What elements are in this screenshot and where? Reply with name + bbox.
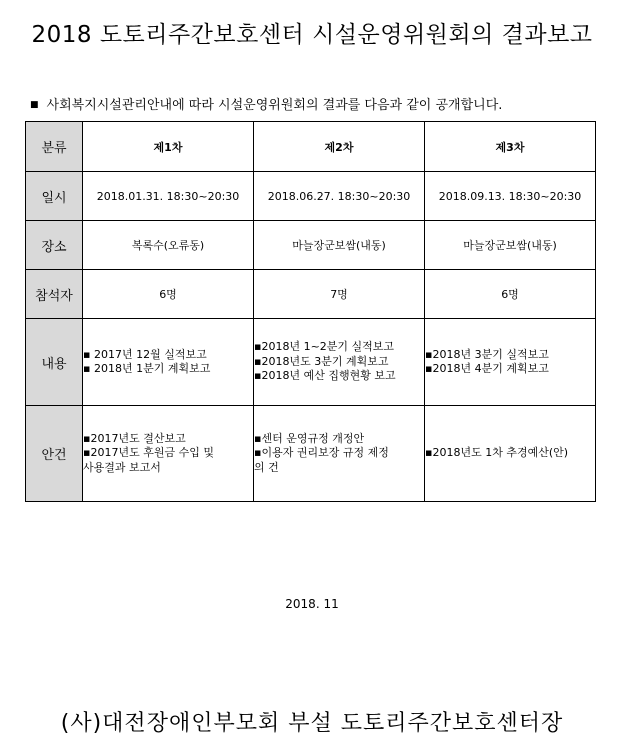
- date-cell: 2018.01.31. 18:30~20:30: [83, 172, 254, 221]
- list-item: ▪이용자 권리보장 규정 제정: [254, 446, 389, 460]
- list-item: ▪2017년도 후원금 수입 및: [83, 446, 214, 460]
- place-row: [26, 221, 596, 270]
- attendees-cell: 6명: [425, 270, 596, 319]
- round-2-header: 제2차: [254, 122, 425, 172]
- place-cell: 복록수(오류동): [83, 221, 254, 270]
- round-3-header: 제3차: [425, 122, 596, 172]
- list-item: ▪ 2018년 1분기 계획보고: [83, 362, 211, 375]
- list-item: ▪2018년 3분기 실적보고: [425, 347, 549, 361]
- attendees-cell: 7명: [254, 270, 425, 319]
- round-1-header: 제1차: [83, 122, 254, 172]
- results-table: [25, 121, 596, 502]
- attendees-row: [26, 270, 596, 319]
- date-row: [26, 172, 596, 221]
- place-label: 장소: [26, 221, 83, 270]
- intro-text: 사회복지시설관리안내에 따라 시설운영위원회의 결과를 다음과 같이 공개합니다.: [46, 98, 503, 113]
- list-item: ▪2018년 예산 집행현황 보고: [254, 369, 396, 383]
- content-row: [26, 319, 596, 406]
- header-row: [26, 122, 596, 172]
- date-cell: 2018.06.27. 18:30~20:30: [254, 172, 425, 221]
- list-item: 의 건: [254, 460, 279, 474]
- page-title: 2018 도토리주간보호센터 시설운영위원회의 결과보고: [31, 22, 593, 48]
- intro-notice: [30, 94, 610, 113]
- attendees-label: 참석자: [26, 270, 83, 319]
- agenda-cell: [254, 406, 425, 502]
- report-date: 2018. 11: [285, 597, 339, 611]
- content-cell: [425, 319, 596, 406]
- content-cell: [254, 319, 425, 406]
- date-label: 일시: [26, 172, 83, 221]
- category-header: 분류: [26, 122, 83, 172]
- date-cell: 2018.09.13. 18:30~20:30: [425, 172, 596, 221]
- content-label: 내용: [26, 319, 83, 406]
- list-item: ▪2017년도 결산보고: [83, 431, 186, 445]
- agenda-row: [26, 406, 596, 502]
- organization-signature: (사)대전장애인부모회 부설 도토리주간보호센터장: [60, 711, 564, 736]
- place-cell: 마늘장군보쌈(내동): [254, 221, 425, 270]
- agenda-cell: [425, 406, 596, 502]
- content-cell: [83, 319, 254, 406]
- agenda-label: 안건: [26, 406, 83, 502]
- list-item: ▪2018년 1~2분기 실적보고: [254, 340, 395, 354]
- list-item: ▪센터 운영규정 개정안: [254, 431, 365, 445]
- list-item: ▪2018년도 3분기 계획보고: [254, 354, 389, 368]
- list-item: 사용결과 보고서: [83, 460, 161, 474]
- attendees-cell: 6명: [83, 270, 254, 319]
- place-cell: 마늘장군보쌈(내동): [425, 221, 596, 270]
- list-item: ▪2018년 4분기 계획보고: [425, 362, 549, 375]
- list-item: ▪ 2017년 12월 실적보고: [83, 347, 207, 361]
- list-item: ▪2018년도 1차 추경예산(안): [425, 446, 569, 460]
- bullet-icon: ■: [30, 100, 39, 110]
- agenda-cell: [83, 406, 254, 502]
